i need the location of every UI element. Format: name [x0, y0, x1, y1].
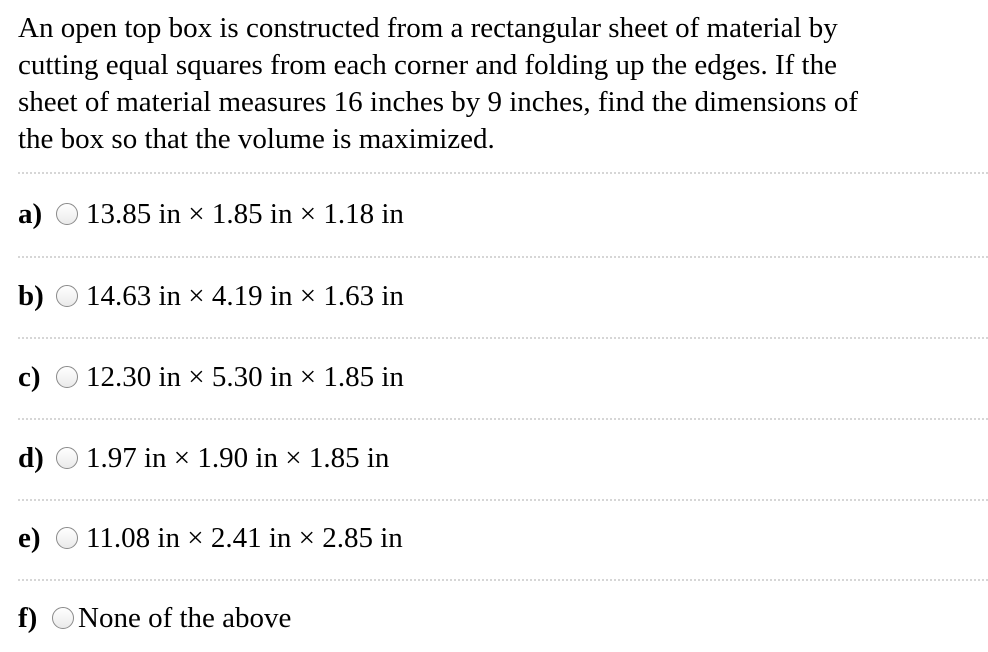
choice-letter: a) [18, 197, 43, 230]
radio-button-f[interactable] [52, 607, 74, 629]
divider [18, 172, 988, 174]
choice-c[interactable] [18, 357, 404, 397]
radio-button-d[interactable] [56, 447, 78, 469]
question-line: sheet of material measures 16 inches by 9 inches, find the dimensions of [18, 86, 858, 118]
question-text [18, 10, 978, 158]
choice-a[interactable] [18, 194, 404, 234]
divider [18, 418, 988, 420]
choice-text: 12.30 in × 5.30 in × 1.85 in [86, 360, 404, 393]
question-line: An open top box is constructed from a rectangular sheet of material by [18, 12, 838, 44]
choice-text: 13.85 in × 1.85 in × 1.18 in [86, 197, 404, 230]
radio-button-c[interactable] [56, 366, 78, 388]
divider [18, 337, 988, 339]
divider [18, 256, 988, 258]
radio-button-a[interactable] [56, 203, 78, 225]
choice-f[interactable] [18, 598, 291, 638]
choice-b[interactable] [18, 276, 404, 316]
radio-button-e[interactable] [56, 527, 78, 549]
choice-letter: d) [18, 441, 44, 474]
choice-text: None of the above [78, 601, 292, 634]
divider [18, 579, 988, 581]
choice-letter: c) [18, 360, 41, 393]
question-line: the box so that the volume is maximized. [18, 123, 495, 155]
choice-letter: b) [18, 279, 44, 312]
choice-letter: f) [18, 601, 38, 634]
divider [18, 499, 988, 501]
choice-text: 11.08 in × 2.41 in × 2.85 in [86, 521, 403, 554]
choice-letter: e) [18, 521, 41, 554]
choice-d[interactable] [18, 438, 389, 478]
choice-text: 14.63 in × 4.19 in × 1.63 in [86, 279, 404, 312]
choice-e[interactable] [18, 518, 403, 558]
question-line: cutting equal squares from each corner and folding up the edges. If the [18, 49, 837, 81]
radio-button-b[interactable] [56, 285, 78, 307]
choice-text: 1.97 in × 1.90 in × 1.85 in [86, 441, 390, 474]
